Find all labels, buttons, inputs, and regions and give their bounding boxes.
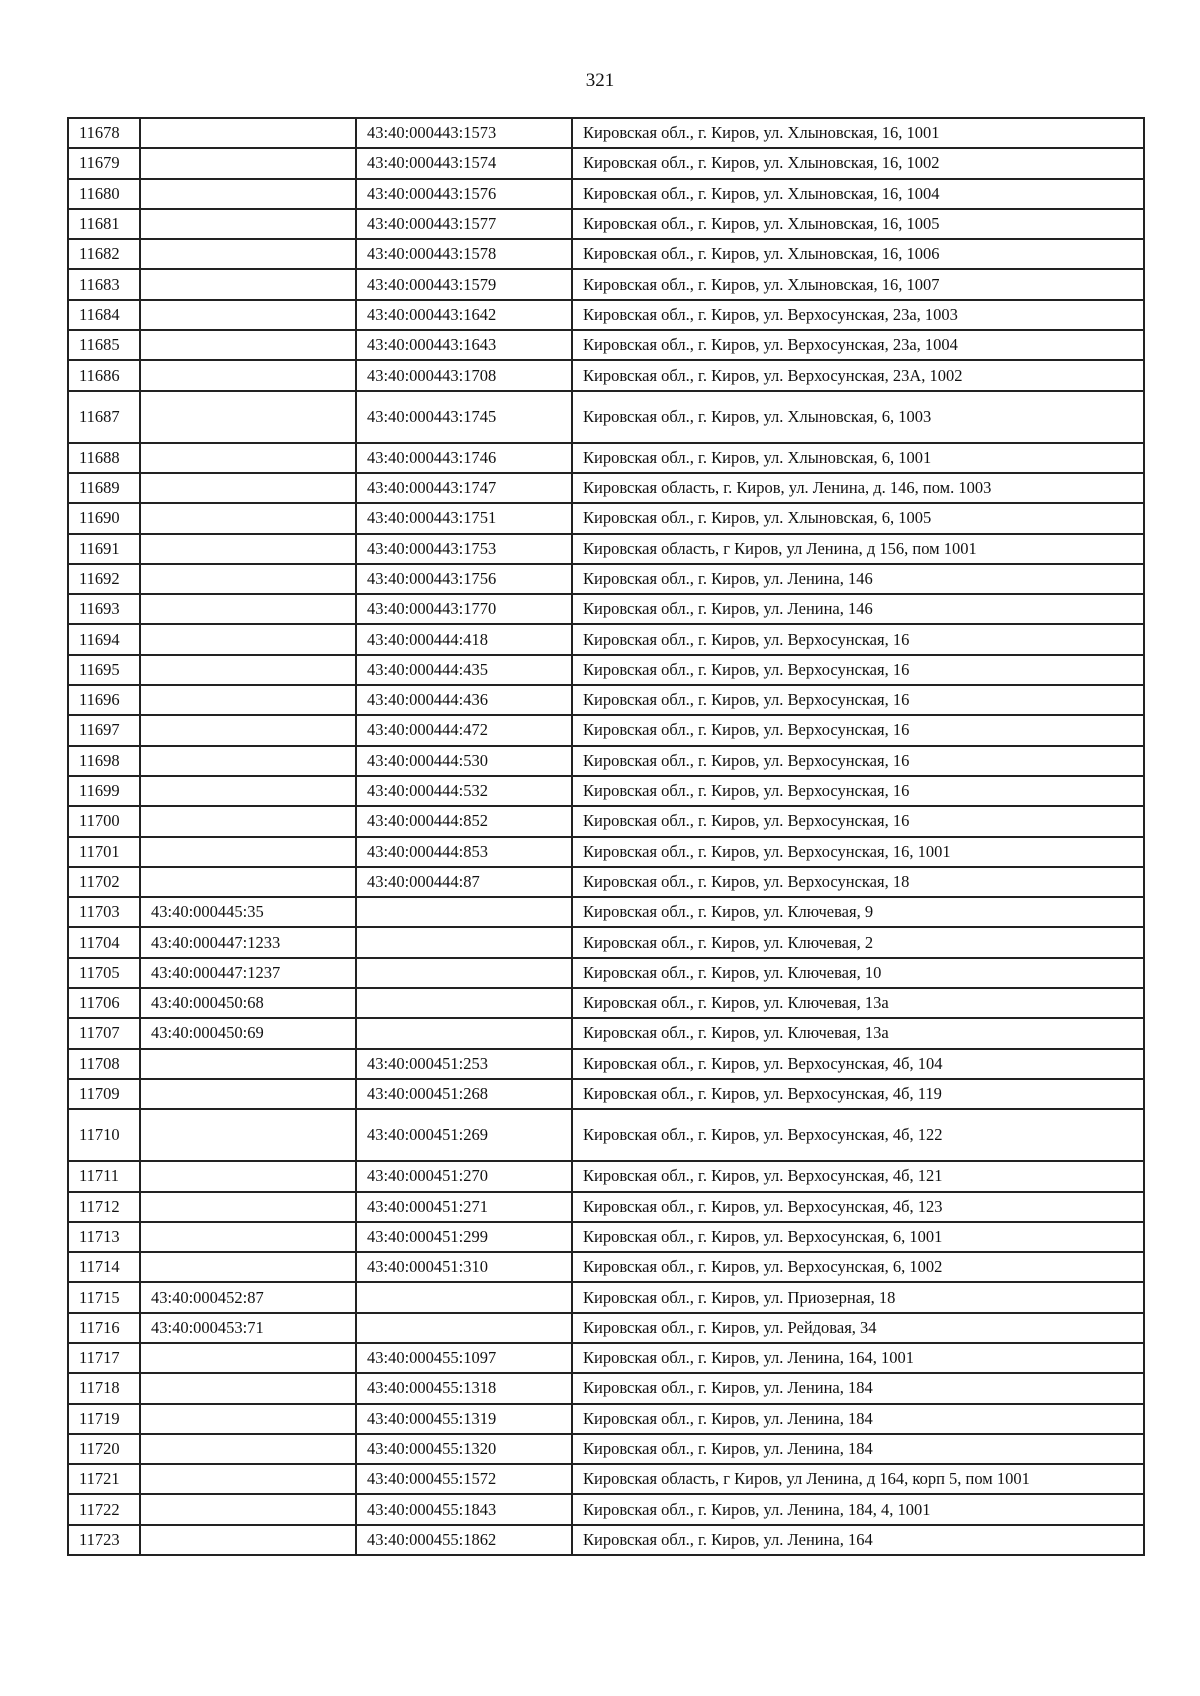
row-number-cell: 11704 [68,927,140,957]
address-cell: Кировская обл., г. Киров, ул. Хлыновская, 16, 1002 [572,148,1144,178]
object-cadastral-cell: 43:40:000451:269 [356,1109,572,1161]
land-cadastral-cell [140,360,356,390]
table-row [68,1079,1144,1109]
land-cadastral-cell: 43:40:000447:1237 [140,958,356,988]
address-cell: Кировская обл., г. Киров, ул. Верхосунская, 4б, 121 [572,1161,1144,1191]
row-number-cell: 11683 [68,269,140,299]
address-cell: Кировская обл., г. Киров, ул. Хлыновская, 16, 1004 [572,179,1144,209]
address-cell: Кировская обл., г. Киров, ул. Верхосунская, 23а, 1003 [572,300,1144,330]
table-row [68,1525,1144,1555]
table-row [68,1018,1144,1048]
address-cell: Кировская обл., г. Киров, ул. Верхосунская, 16 [572,806,1144,836]
row-number-cell: 11703 [68,897,140,927]
land-cadastral-cell [140,1494,356,1524]
address-cell: Кировская обл., г. Киров, ул. Верхосунская, 16 [572,685,1144,715]
address-cell: Кировская обл., г. Киров, ул. Хлыновская, 6, 1005 [572,503,1144,533]
object-cadastral-cell [356,1282,572,1312]
land-cadastral-cell [140,715,356,745]
table-row [68,958,1144,988]
row-number-cell: 11706 [68,988,140,1018]
object-cadastral-cell: 43:40:000443:1745 [356,391,572,443]
registry-body [68,118,1144,1555]
land-cadastral-cell [140,503,356,533]
address-cell: Кировская обл., г. Киров, ул. Верхосунская, 16 [572,715,1144,745]
land-cadastral-cell [140,1079,356,1109]
object-cadastral-cell: 43:40:000443:1577 [356,209,572,239]
row-number-cell: 11688 [68,443,140,473]
table-row [68,269,1144,299]
row-number-cell: 11723 [68,1525,140,1555]
row-number-cell: 11697 [68,715,140,745]
land-cadastral-cell: 43:40:000452:87 [140,1282,356,1312]
table-row [68,503,1144,533]
table-row [68,1313,1144,1343]
row-number-cell: 11680 [68,179,140,209]
address-cell: Кировская обл., г. Киров, ул. Ленина, 184, 4, 1001 [572,1494,1144,1524]
object-cadastral-cell: 43:40:000443:1576 [356,179,572,209]
land-cadastral-cell: 43:40:000453:71 [140,1313,356,1343]
table-row [68,148,1144,178]
table-row [68,1161,1144,1191]
table-row [68,564,1144,594]
land-cadastral-cell [140,118,356,148]
address-cell: Кировская обл., г. Киров, ул. Ленина, 184 [572,1404,1144,1434]
row-number-cell: 11699 [68,776,140,806]
land-cadastral-cell [140,746,356,776]
address-cell: Кировская обл., г. Киров, ул. Верхосунская, 4б, 122 [572,1109,1144,1161]
row-number-cell: 11702 [68,867,140,897]
row-number-cell: 11722 [68,1494,140,1524]
table-row [68,1373,1144,1403]
land-cadastral-cell [140,1404,356,1434]
table-row [68,1222,1144,1252]
address-cell: Кировская обл., г. Киров, ул. Ленина, 164, 1001 [572,1343,1144,1373]
table-row [68,624,1144,654]
land-cadastral-cell [140,655,356,685]
table-row [68,1252,1144,1282]
table-row [68,1343,1144,1373]
object-cadastral-cell: 43:40:000451:271 [356,1192,572,1222]
row-number-cell: 11709 [68,1079,140,1109]
object-cadastral-cell: 43:40:000444:436 [356,685,572,715]
table-row [68,655,1144,685]
land-cadastral-cell [140,1109,356,1161]
table-row [68,1434,1144,1464]
address-cell: Кировская обл., г. Киров, ул. Ленина, 184 [572,1373,1144,1403]
land-cadastral-cell [140,269,356,299]
object-cadastral-cell: 43:40:000443:1578 [356,239,572,269]
row-number-cell: 11713 [68,1222,140,1252]
row-number-cell: 11687 [68,391,140,443]
row-number-cell: 11701 [68,837,140,867]
object-cadastral-cell: 43:40:000443:1751 [356,503,572,533]
object-cadastral-cell: 43:40:000443:1753 [356,534,572,564]
land-cadastral-cell [140,1049,356,1079]
row-number-cell: 11692 [68,564,140,594]
row-number-cell: 11691 [68,534,140,564]
land-cadastral-cell [140,1192,356,1222]
table-row [68,1464,1144,1494]
land-cadastral-cell [140,209,356,239]
address-cell: Кировская обл., г. Киров, ул. Хлыновская, 16, 1001 [572,118,1144,148]
address-cell: Кировская область, г Киров, ул Ленина, д 164, корп 5, пом 1001 [572,1464,1144,1494]
object-cadastral-cell [356,1313,572,1343]
row-number-cell: 11708 [68,1049,140,1079]
address-cell: Кировская обл., г. Киров, ул. Ключевая, 10 [572,958,1144,988]
address-cell: Кировская обл., г. Киров, ул. Верхосунская, 16 [572,655,1144,685]
table-row [68,837,1144,867]
land-cadastral-cell: 43:40:000445:35 [140,897,356,927]
object-cadastral-cell: 43:40:000443:1770 [356,594,572,624]
row-number-cell: 11710 [68,1109,140,1161]
row-number-cell: 11686 [68,360,140,390]
object-cadastral-cell: 43:40:000443:1579 [356,269,572,299]
object-cadastral-cell: 43:40:000443:1573 [356,118,572,148]
table-row [68,391,1144,443]
land-cadastral-cell [140,564,356,594]
row-number-cell: 11716 [68,1313,140,1343]
table-row [68,1494,1144,1524]
row-number-cell: 11707 [68,1018,140,1048]
object-cadastral-cell: 43:40:000443:1756 [356,564,572,594]
row-number-cell: 11718 [68,1373,140,1403]
address-cell: Кировская обл., г. Киров, ул. Хлыновская, 16, 1006 [572,239,1144,269]
row-number-cell: 11679 [68,148,140,178]
table-row [68,594,1144,624]
address-cell: Кировская обл., г. Киров, ул. Рейдовая, 34 [572,1313,1144,1343]
object-cadastral-cell: 43:40:000455:1843 [356,1494,572,1524]
address-cell: Кировская обл., г. Киров, ул. Ключевая, 13а [572,1018,1144,1048]
address-cell: Кировская обл., г. Киров, ул. Верхосунская, 23а, 1004 [572,330,1144,360]
land-cadastral-cell [140,330,356,360]
land-cadastral-cell [140,239,356,269]
row-number-cell: 11719 [68,1404,140,1434]
row-number-cell: 11714 [68,1252,140,1282]
table-row [68,1404,1144,1434]
object-cadastral-cell [356,988,572,1018]
row-number-cell: 11711 [68,1161,140,1191]
land-cadastral-cell [140,685,356,715]
address-cell: Кировская обл., г. Киров, ул. Верхосунская, 16 [572,624,1144,654]
object-cadastral-cell: 43:40:000444:530 [356,746,572,776]
table-row [68,988,1144,1018]
table-row [68,776,1144,806]
table-row [68,1049,1144,1079]
land-cadastral-cell [140,806,356,836]
object-cadastral-cell: 43:40:000451:299 [356,1222,572,1252]
land-cadastral-cell: 43:40:000447:1233 [140,927,356,957]
object-cadastral-cell [356,897,572,927]
address-cell: Кировская обл., г. Киров, ул. Приозерная, 18 [572,1282,1144,1312]
address-cell: Кировская обл., г. Киров, ул. Ключевая, 13а [572,988,1144,1018]
address-cell: Кировская обл., г. Киров, ул. Верхосунская, 18 [572,867,1144,897]
address-cell: Кировская обл., г. Киров, ул. Ленина, 146 [572,594,1144,624]
address-cell: Кировская обл., г. Киров, ул. Хлыновская, 16, 1007 [572,269,1144,299]
address-cell: Кировская обл., г. Киров, ул. Хлыновская, 6, 1003 [572,391,1144,443]
object-cadastral-cell: 43:40:000455:1862 [356,1525,572,1555]
row-number-cell: 11696 [68,685,140,715]
table-row [68,209,1144,239]
object-cadastral-cell: 43:40:000443:1643 [356,330,572,360]
table-row [68,239,1144,269]
row-number-cell: 11700 [68,806,140,836]
row-number-cell: 11720 [68,1434,140,1464]
row-number-cell: 11705 [68,958,140,988]
address-cell: Кировская обл., г. Киров, ул. Верхосунская, 6, 1002 [572,1252,1144,1282]
land-cadastral-cell [140,300,356,330]
object-cadastral-cell: 43:40:000443:1747 [356,473,572,503]
object-cadastral-cell: 43:40:000444:852 [356,806,572,836]
address-cell: Кировская обл., г. Киров, ул. Верхосунская, 16 [572,776,1144,806]
address-cell: Кировская обл., г. Киров, ул. Ленина, 164 [572,1525,1144,1555]
row-number-cell: 11712 [68,1192,140,1222]
row-number-cell: 11685 [68,330,140,360]
row-number-cell: 11681 [68,209,140,239]
land-cadastral-cell [140,473,356,503]
object-cadastral-cell: 43:40:000455:1319 [356,1404,572,1434]
land-cadastral-cell [140,148,356,178]
land-cadastral-cell [140,624,356,654]
address-cell: Кировская обл., г. Киров, ул. Верхосунская, 23А, 1002 [572,360,1144,390]
object-cadastral-cell: 43:40:000444:418 [356,624,572,654]
row-number-cell: 11678 [68,118,140,148]
row-number-cell: 11717 [68,1343,140,1373]
address-cell: Кировская обл., г. Киров, ул. Ленина, 184 [572,1434,1144,1464]
table-row [68,443,1144,473]
table-row [68,806,1144,836]
row-number-cell: 11695 [68,655,140,685]
address-cell: Кировская обл., г. Киров, ул. Верхосунская, 6, 1001 [572,1222,1144,1252]
row-number-cell: 11694 [68,624,140,654]
object-cadastral-cell: 43:40:000451:310 [356,1252,572,1282]
address-cell: Кировская обл., г. Киров, ул. Верхосунская, 16 [572,746,1144,776]
table-row [68,897,1144,927]
object-cadastral-cell: 43:40:000455:1318 [356,1373,572,1403]
land-cadastral-cell [140,776,356,806]
land-cadastral-cell [140,594,356,624]
table-row [68,685,1144,715]
land-cadastral-cell [140,1161,356,1191]
object-cadastral-cell: 43:40:000455:1572 [356,1464,572,1494]
table-row [68,179,1144,209]
object-cadastral-cell: 43:40:000451:253 [356,1049,572,1079]
table-row [68,715,1144,745]
object-cadastral-cell: 43:40:000444:87 [356,867,572,897]
table-row [68,473,1144,503]
page-number: 321 [585,70,615,91]
object-cadastral-cell: 43:40:000443:1708 [356,360,572,390]
object-cadastral-cell: 43:40:000451:270 [356,1161,572,1191]
land-cadastral-cell [140,391,356,443]
table-row [68,1192,1144,1222]
table-row [68,360,1144,390]
land-cadastral-cell: 43:40:000450:69 [140,1018,356,1048]
row-number-cell: 11689 [68,473,140,503]
object-cadastral-cell [356,958,572,988]
table-row [68,746,1144,776]
table-row [68,1282,1144,1312]
table-row [68,330,1144,360]
address-cell: Кировская обл., г. Киров, ул. Хлыновская, 6, 1001 [572,443,1144,473]
object-cadastral-cell: 43:40:000455:1320 [356,1434,572,1464]
object-cadastral-cell [356,927,572,957]
land-cadastral-cell [140,1222,356,1252]
land-cadastral-cell [140,443,356,473]
object-cadastral-cell: 43:40:000444:435 [356,655,572,685]
object-cadastral-cell: 43:40:000443:1574 [356,148,572,178]
table-row [68,1109,1144,1161]
object-cadastral-cell: 43:40:000444:853 [356,837,572,867]
address-cell: Кировская обл., г. Киров, ул. Ленина, 146 [572,564,1144,594]
land-cadastral-cell [140,1525,356,1555]
object-cadastral-cell: 43:40:000455:1097 [356,1343,572,1373]
address-cell: Кировская обл., г. Киров, ул. Хлыновская, 16, 1005 [572,209,1144,239]
table-row [68,534,1144,564]
row-number-cell: 11721 [68,1464,140,1494]
object-cadastral-cell: 43:40:000444:472 [356,715,572,745]
row-number-cell: 11698 [68,746,140,776]
registry-table [67,117,1145,1556]
table-row [68,927,1144,957]
address-cell: Кировская обл., г. Киров, ул. Верхосунская, 16, 1001 [572,837,1144,867]
land-cadastral-cell [140,179,356,209]
object-cadastral-cell [356,1018,572,1048]
address-cell: Кировская обл., г. Киров, ул. Верхосунская, 4б, 123 [572,1192,1144,1222]
row-number-cell: 11693 [68,594,140,624]
land-cadastral-cell [140,1373,356,1403]
address-cell: Кировская обл., г. Киров, ул. Верхосунская, 4б, 119 [572,1079,1144,1109]
object-cadastral-cell: 43:40:000443:1642 [356,300,572,330]
address-cell: Кировская обл., г. Киров, ул. Ключевая, 2 [572,927,1144,957]
row-number-cell: 11682 [68,239,140,269]
table-row [68,118,1144,148]
object-cadastral-cell: 43:40:000451:268 [356,1079,572,1109]
address-cell: Кировская область, г. Киров, ул. Ленина, д. 146, пом. 1003 [572,473,1144,503]
land-cadastral-cell [140,1464,356,1494]
address-cell: Кировская обл., г. Киров, ул. Ключевая, 9 [572,897,1144,927]
table-row [68,300,1144,330]
land-cadastral-cell [140,534,356,564]
row-number-cell: 11684 [68,300,140,330]
row-number-cell: 11715 [68,1282,140,1312]
land-cadastral-cell [140,1343,356,1373]
table-row [68,867,1144,897]
land-cadastral-cell [140,1252,356,1282]
object-cadastral-cell: 43:40:000444:532 [356,776,572,806]
address-cell: Кировская обл., г. Киров, ул. Верхосунская, 4б, 104 [572,1049,1144,1079]
row-number-cell: 11690 [68,503,140,533]
land-cadastral-cell: 43:40:000450:68 [140,988,356,1018]
address-cell: Кировская область, г Киров, ул Ленина, д 156, пом 1001 [572,534,1144,564]
object-cadastral-cell: 43:40:000443:1746 [356,443,572,473]
land-cadastral-cell [140,837,356,867]
land-cadastral-cell [140,1434,356,1464]
land-cadastral-cell [140,867,356,897]
